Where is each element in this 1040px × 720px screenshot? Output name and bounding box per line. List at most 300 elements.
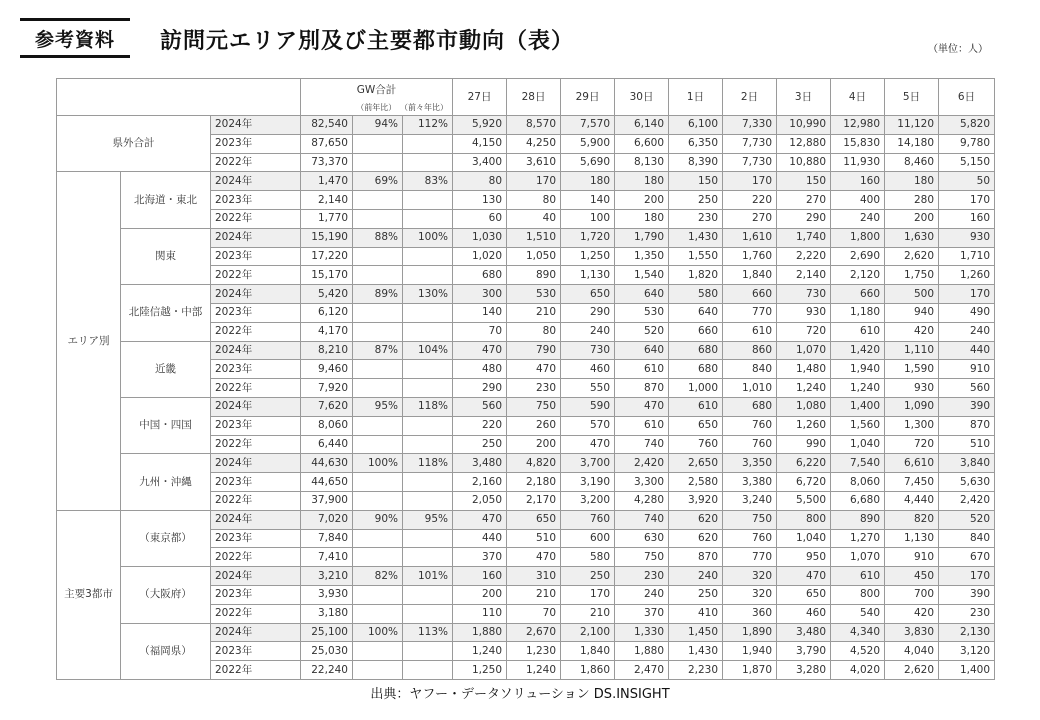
day-value-cell: 550 <box>561 379 615 398</box>
day-value-cell: 1,740 <box>777 228 831 247</box>
day-value-cell: 40 <box>507 209 561 228</box>
day-value-cell: 5,500 <box>777 491 831 510</box>
day-value-cell: 1,330 <box>615 623 669 642</box>
day-value-cell: 820 <box>885 510 939 529</box>
day-value-cell: 870 <box>615 379 669 398</box>
day-value-cell: 200 <box>507 435 561 454</box>
day-value-cell: 70 <box>507 604 561 623</box>
day-value-cell: 760 <box>723 529 777 548</box>
day-value-cell: 610 <box>831 322 885 341</box>
day-value-cell: 280 <box>885 191 939 210</box>
gw-total-cell: 22,240 <box>301 661 353 680</box>
day-value-cell: 1,430 <box>669 228 723 247</box>
day-value-cell: 1,590 <box>885 360 939 379</box>
day-value-cell: 3,240 <box>723 491 777 510</box>
yoy-cell <box>353 266 403 285</box>
day-value-cell: 1,820 <box>669 266 723 285</box>
day-value-cell: 270 <box>777 191 831 210</box>
group-label: エリア別 <box>57 172 121 510</box>
day-value-cell: 1,300 <box>885 416 939 435</box>
day-value-cell: 610 <box>669 397 723 416</box>
day-value-cell: 1,250 <box>561 247 615 266</box>
day-value-cell: 1,130 <box>561 266 615 285</box>
day-value-cell: 590 <box>561 397 615 416</box>
day-value-cell: 990 <box>777 435 831 454</box>
yoy-cell <box>353 247 403 266</box>
year-cell: 2022年 <box>211 548 301 567</box>
day-value-cell: 3,480 <box>453 454 507 473</box>
yoy-cell <box>353 548 403 567</box>
day-value-cell: 180 <box>615 172 669 191</box>
year-cell: 2024年 <box>211 454 301 473</box>
day-value-cell: 740 <box>615 510 669 529</box>
category-label: 中国・四国 <box>121 397 211 453</box>
day-value-cell: 460 <box>777 604 831 623</box>
year-cell: 2022年 <box>211 491 301 510</box>
day-value-cell: 2,220 <box>777 247 831 266</box>
category-label: （福岡県） <box>121 623 211 679</box>
day-value-cell: 310 <box>507 567 561 586</box>
day-value-cell: 750 <box>507 397 561 416</box>
day-value-cell: 490 <box>939 303 995 322</box>
day-header: 4日 <box>831 79 885 116</box>
day-value-cell: 1,070 <box>777 341 831 360</box>
day-header: 28日 <box>507 79 561 116</box>
yoy-cell <box>353 529 403 548</box>
day-value-cell: 210 <box>561 604 615 623</box>
year-cell: 2022年 <box>211 379 301 398</box>
day-value-cell: 1,240 <box>507 661 561 680</box>
day-value-cell: 6,610 <box>885 454 939 473</box>
page-title: 訪問元エリア別及び主要都市動向（表） <box>160 29 575 54</box>
day-value-cell: 170 <box>939 567 995 586</box>
day-value-cell: 270 <box>723 209 777 228</box>
day-value-cell: 9,780 <box>939 134 995 153</box>
year-cell: 2023年 <box>211 585 301 604</box>
day-value-cell: 1,720 <box>561 228 615 247</box>
day-value-cell: 520 <box>939 510 995 529</box>
year-cell: 2023年 <box>211 360 301 379</box>
day-value-cell: 770 <box>723 548 777 567</box>
gw-total-cell: 8,210 <box>301 341 353 360</box>
day-value-cell: 250 <box>669 191 723 210</box>
day-value-cell: 8,390 <box>669 153 723 172</box>
day-value-cell: 170 <box>561 585 615 604</box>
day-value-cell: 930 <box>777 303 831 322</box>
gw-total-cell: 2,140 <box>301 191 353 210</box>
yoy-cell: 89% <box>353 285 403 304</box>
header-blank-cell <box>57 79 301 116</box>
table-row <box>57 623 995 642</box>
yoy2-cell: 104% <box>403 341 453 360</box>
day-value-cell: 5,920 <box>453 116 507 135</box>
day-value-cell: 2,120 <box>831 266 885 285</box>
day-value-cell: 3,610 <box>507 153 561 172</box>
yoy-cell <box>353 303 403 322</box>
day-header: 1日 <box>669 79 723 116</box>
day-value-cell: 680 <box>723 397 777 416</box>
day-value-cell: 8,570 <box>507 116 561 135</box>
yoy2-cell <box>403 266 453 285</box>
day-value-cell: 660 <box>831 285 885 304</box>
day-value-cell: 7,730 <box>723 134 777 153</box>
day-value-cell: 1,860 <box>561 661 615 680</box>
day-header: 30日 <box>615 79 669 116</box>
day-value-cell: 230 <box>507 379 561 398</box>
day-value-cell: 2,100 <box>561 623 615 642</box>
day-value-cell: 770 <box>723 303 777 322</box>
day-value-cell: 760 <box>561 510 615 529</box>
day-value-cell: 5,820 <box>939 116 995 135</box>
day-value-cell: 1,750 <box>885 266 939 285</box>
day-value-cell: 4,250 <box>507 134 561 153</box>
day-value-cell: 210 <box>507 303 561 322</box>
day-value-cell: 180 <box>885 172 939 191</box>
day-value-cell: 3,840 <box>939 454 995 473</box>
yoy-cell <box>353 209 403 228</box>
gw-total-cell: 7,920 <box>301 379 353 398</box>
day-value-cell: 2,620 <box>885 247 939 266</box>
yoy-cell: 90% <box>353 510 403 529</box>
day-value-cell: 610 <box>615 416 669 435</box>
day-value-cell: 360 <box>723 604 777 623</box>
day-value-cell: 4,820 <box>507 454 561 473</box>
day-value-cell: 170 <box>939 191 995 210</box>
day-value-cell: 6,720 <box>777 473 831 492</box>
category-label: 九州・沖縄 <box>121 454 211 510</box>
yoy2-cell <box>403 134 453 153</box>
day-value-cell: 3,120 <box>939 642 995 661</box>
day-value-cell: 80 <box>507 191 561 210</box>
gw-yoy2-label: （前々年比） <box>400 103 449 112</box>
yoy2-cell <box>403 379 453 398</box>
day-value-cell: 2,160 <box>453 473 507 492</box>
year-cell: 2024年 <box>211 567 301 586</box>
day-value-cell: 2,170 <box>507 491 561 510</box>
day-value-cell: 560 <box>453 397 507 416</box>
day-value-cell: 180 <box>561 172 615 191</box>
yoy2-cell: 83% <box>403 172 453 191</box>
day-value-cell: 410 <box>669 604 723 623</box>
day-value-cell: 390 <box>939 397 995 416</box>
gw-total-cell: 4,170 <box>301 322 353 341</box>
day-value-cell: 14,180 <box>885 134 939 153</box>
yoy2-cell <box>403 416 453 435</box>
gw-total-header <box>301 79 453 116</box>
day-value-cell: 1,270 <box>831 529 885 548</box>
year-cell: 2024年 <box>211 285 301 304</box>
day-value-cell: 200 <box>885 209 939 228</box>
day-value-cell: 5,630 <box>939 473 995 492</box>
day-value-cell: 790 <box>507 341 561 360</box>
day-header: 6日 <box>939 79 995 116</box>
day-value-cell: 1,240 <box>777 379 831 398</box>
day-header: 27日 <box>453 79 507 116</box>
day-value-cell: 1,940 <box>723 642 777 661</box>
yoy-cell: 100% <box>353 623 403 642</box>
day-value-cell: 1,350 <box>615 247 669 266</box>
day-value-cell: 1,400 <box>939 661 995 680</box>
day-value-cell: 540 <box>831 604 885 623</box>
day-value-cell: 660 <box>669 322 723 341</box>
day-value-cell: 950 <box>777 548 831 567</box>
day-value-cell: 840 <box>723 360 777 379</box>
day-value-cell: 240 <box>669 567 723 586</box>
day-value-cell: 1,400 <box>831 397 885 416</box>
day-value-cell: 240 <box>561 322 615 341</box>
day-value-cell: 11,930 <box>831 153 885 172</box>
day-value-cell: 610 <box>723 322 777 341</box>
gw-total-cell: 3,930 <box>301 585 353 604</box>
day-value-cell: 3,830 <box>885 623 939 642</box>
day-value-cell: 420 <box>885 604 939 623</box>
day-value-cell: 2,470 <box>615 661 669 680</box>
day-value-cell: 6,680 <box>831 491 885 510</box>
gw-spacer <box>305 99 353 116</box>
day-value-cell: 1,480 <box>777 360 831 379</box>
day-value-cell: 940 <box>885 303 939 322</box>
yoy2-cell: 118% <box>403 397 453 416</box>
day-value-cell: 640 <box>669 303 723 322</box>
day-value-cell: 6,100 <box>669 116 723 135</box>
yoy2-cell <box>403 642 453 661</box>
day-value-cell: 160 <box>831 172 885 191</box>
day-header: 29日 <box>561 79 615 116</box>
day-value-cell: 240 <box>939 322 995 341</box>
day-value-cell: 470 <box>615 397 669 416</box>
category-label: 北海道・東北 <box>121 172 211 228</box>
visitor-table <box>56 78 995 680</box>
yoy2-cell: 112% <box>403 116 453 135</box>
yoy2-cell <box>403 153 453 172</box>
day-value-cell: 1,260 <box>777 416 831 435</box>
day-value-cell: 1,130 <box>885 529 939 548</box>
day-value-cell: 230 <box>669 209 723 228</box>
yoy2-cell <box>403 303 453 322</box>
day-value-cell: 6,220 <box>777 454 831 473</box>
day-value-cell: 890 <box>507 266 561 285</box>
yoy2-cell <box>403 247 453 266</box>
day-value-cell: 930 <box>885 379 939 398</box>
day-value-cell: 150 <box>669 172 723 191</box>
category-label: （大阪府） <box>121 567 211 623</box>
gw-total-label: GW合計 <box>356 84 397 96</box>
day-value-cell: 470 <box>453 510 507 529</box>
day-value-cell: 220 <box>723 191 777 210</box>
gw-total-cell: 6,440 <box>301 435 353 454</box>
yoy2-cell <box>403 585 453 604</box>
day-value-cell: 2,180 <box>507 473 561 492</box>
year-cell: 2024年 <box>211 228 301 247</box>
category-label: 北陸信越・中部 <box>121 285 211 341</box>
day-value-cell: 2,580 <box>669 473 723 492</box>
gw-total-cell: 15,190 <box>301 228 353 247</box>
year-cell: 2023年 <box>211 247 301 266</box>
gw-total-cell: 7,410 <box>301 548 353 567</box>
day-value-cell: 80 <box>507 322 561 341</box>
day-value-cell: 8,460 <box>885 153 939 172</box>
yoy2-cell: 100% <box>403 228 453 247</box>
day-value-cell: 4,020 <box>831 661 885 680</box>
day-value-cell: 160 <box>939 209 995 228</box>
day-value-cell: 420 <box>885 322 939 341</box>
day-header: 5日 <box>885 79 939 116</box>
day-value-cell: 610 <box>615 360 669 379</box>
day-value-cell: 520 <box>615 322 669 341</box>
day-value-cell: 3,400 <box>453 153 507 172</box>
gw-total-cell: 44,630 <box>301 454 353 473</box>
day-value-cell: 230 <box>939 604 995 623</box>
day-value-cell: 1,230 <box>507 642 561 661</box>
gw-total-cell: 9,460 <box>301 360 353 379</box>
day-value-cell: 1,610 <box>723 228 777 247</box>
yoy-cell <box>353 416 403 435</box>
category-label: 県外合計 <box>57 116 211 172</box>
day-value-cell: 1,760 <box>723 247 777 266</box>
gw-total-cell: 17,220 <box>301 247 353 266</box>
day-value-cell: 1,790 <box>615 228 669 247</box>
yoy-cell <box>353 604 403 623</box>
gw-total-cell: 25,030 <box>301 642 353 661</box>
gw-total-cell: 7,620 <box>301 397 353 416</box>
yoy2-cell <box>403 548 453 567</box>
day-value-cell: 1,020 <box>453 247 507 266</box>
day-value-cell: 70 <box>453 322 507 341</box>
day-value-cell: 4,040 <box>885 642 939 661</box>
yoy-cell: 88% <box>353 228 403 247</box>
day-value-cell: 2,690 <box>831 247 885 266</box>
gw-total-cell: 3,210 <box>301 567 353 586</box>
day-value-cell: 1,870 <box>723 661 777 680</box>
day-value-cell: 1,560 <box>831 416 885 435</box>
day-value-cell: 1,040 <box>831 435 885 454</box>
day-value-cell: 840 <box>939 529 995 548</box>
gw-total-cell: 82,540 <box>301 116 353 135</box>
day-value-cell: 1,040 <box>777 529 831 548</box>
day-value-cell: 3,700 <box>561 454 615 473</box>
day-value-cell: 560 <box>939 379 995 398</box>
day-value-cell: 800 <box>777 510 831 529</box>
day-value-cell: 470 <box>507 548 561 567</box>
gw-yoy-label: （前年比） <box>356 103 397 112</box>
table-row <box>57 510 995 529</box>
yoy-cell: 82% <box>353 567 403 586</box>
yoy-cell <box>353 360 403 379</box>
day-value-cell: 1,050 <box>507 247 561 266</box>
day-value-cell: 3,300 <box>615 473 669 492</box>
year-cell: 2023年 <box>211 473 301 492</box>
day-value-cell: 370 <box>615 604 669 623</box>
gw-total-cell: 7,840 <box>301 529 353 548</box>
day-value-cell: 890 <box>831 510 885 529</box>
day-value-cell: 760 <box>723 416 777 435</box>
day-value-cell: 1,000 <box>669 379 723 398</box>
day-value-cell: 150 <box>777 172 831 191</box>
day-value-cell: 510 <box>507 529 561 548</box>
day-value-cell: 760 <box>723 435 777 454</box>
gw-total-cell: 1,770 <box>301 209 353 228</box>
day-value-cell: 5,690 <box>561 153 615 172</box>
year-cell: 2024年 <box>211 116 301 135</box>
group-label: 主要3都市 <box>57 510 121 679</box>
day-value-cell: 530 <box>507 285 561 304</box>
year-cell: 2023年 <box>211 529 301 548</box>
day-value-cell: 7,730 <box>723 153 777 172</box>
day-value-cell: 470 <box>453 341 507 360</box>
day-value-cell: 3,200 <box>561 491 615 510</box>
day-value-cell: 460 <box>561 360 615 379</box>
table-row <box>57 285 995 304</box>
gw-total-cell: 25,100 <box>301 623 353 642</box>
day-value-cell: 750 <box>615 548 669 567</box>
day-value-cell: 3,790 <box>777 642 831 661</box>
day-value-cell: 1,250 <box>453 661 507 680</box>
day-header: 3日 <box>777 79 831 116</box>
day-value-cell: 1,240 <box>831 379 885 398</box>
day-value-cell: 290 <box>453 379 507 398</box>
day-value-cell: 910 <box>885 548 939 567</box>
table-row <box>57 567 995 586</box>
day-value-cell: 610 <box>831 567 885 586</box>
day-value-cell: 1,880 <box>615 642 669 661</box>
day-value-cell: 1,800 <box>831 228 885 247</box>
year-cell: 2024年 <box>211 510 301 529</box>
day-value-cell: 160 <box>453 567 507 586</box>
yoy-cell <box>353 153 403 172</box>
day-value-cell: 140 <box>453 303 507 322</box>
day-value-cell: 4,280 <box>615 491 669 510</box>
day-value-cell: 3,480 <box>777 623 831 642</box>
day-value-cell: 5,150 <box>939 153 995 172</box>
day-value-cell: 200 <box>453 585 507 604</box>
day-value-cell: 470 <box>507 360 561 379</box>
day-value-cell: 2,670 <box>507 623 561 642</box>
day-value-cell: 2,230 <box>669 661 723 680</box>
day-value-cell: 210 <box>507 585 561 604</box>
yoy-cell: 87% <box>353 341 403 360</box>
year-cell: 2024年 <box>211 341 301 360</box>
day-value-cell: 170 <box>939 285 995 304</box>
day-value-cell: 3,920 <box>669 491 723 510</box>
year-cell: 2023年 <box>211 642 301 661</box>
day-value-cell: 800 <box>831 585 885 604</box>
day-value-cell: 1,010 <box>723 379 777 398</box>
day-value-cell: 4,340 <box>831 623 885 642</box>
day-value-cell: 1,540 <box>615 266 669 285</box>
day-value-cell: 440 <box>939 341 995 360</box>
day-value-cell: 860 <box>723 341 777 360</box>
day-value-cell: 3,190 <box>561 473 615 492</box>
yoy2-cell: 113% <box>403 623 453 642</box>
day-value-cell: 910 <box>939 360 995 379</box>
yoy2-cell <box>403 209 453 228</box>
day-value-cell: 650 <box>507 510 561 529</box>
yoy-cell <box>353 585 403 604</box>
year-cell: 2022年 <box>211 604 301 623</box>
unit-label: （単位：人） <box>928 44 988 55</box>
table-row <box>57 172 995 191</box>
yoy2-cell <box>403 435 453 454</box>
day-value-cell: 3,380 <box>723 473 777 492</box>
yoy-cell: 100% <box>353 454 403 473</box>
day-header: 2日 <box>723 79 777 116</box>
day-value-cell: 730 <box>777 285 831 304</box>
yoy-cell <box>353 661 403 680</box>
gw-total-cell: 1,470 <box>301 172 353 191</box>
yoy2-cell: 130% <box>403 285 453 304</box>
gw-total-cell: 3,180 <box>301 604 353 623</box>
day-value-cell: 320 <box>723 567 777 586</box>
